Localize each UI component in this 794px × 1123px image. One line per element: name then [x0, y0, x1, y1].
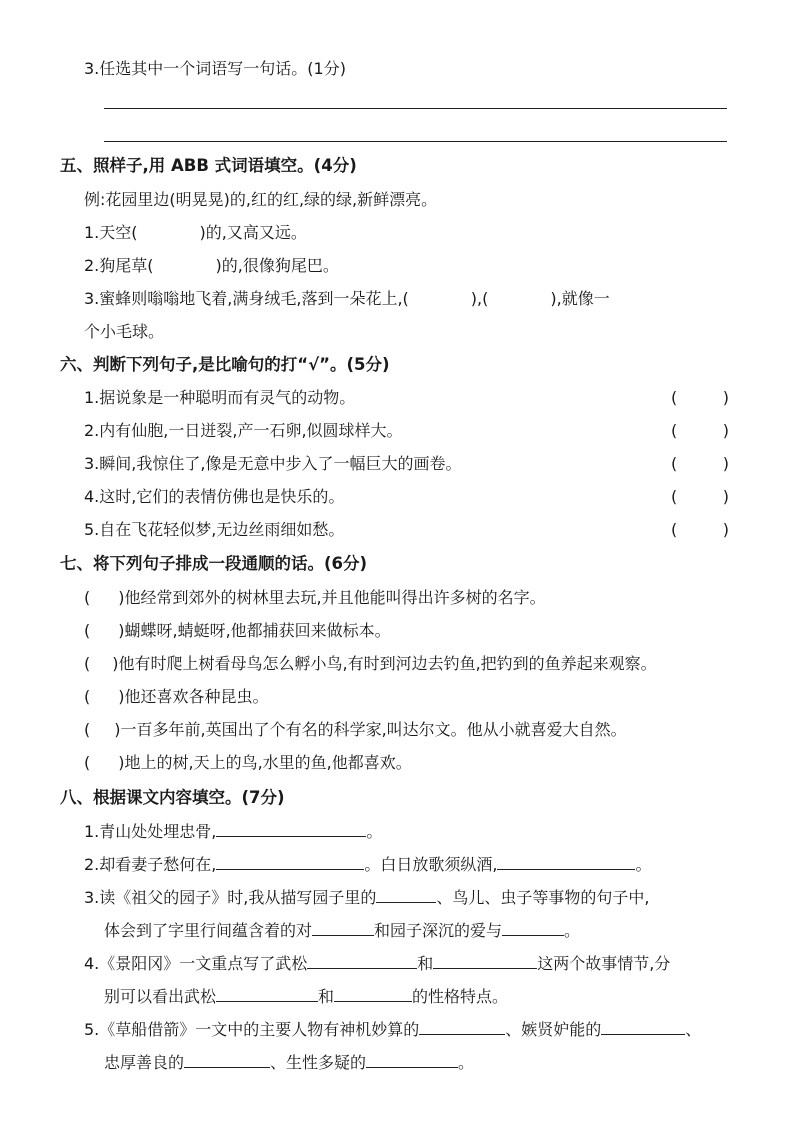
order-item-5: ( )一百多年前,英国出了个有名的科学家,叫达尔文。他从小就喜爱大自然。 [84, 720, 627, 739]
section-6-heading: 六、判断下列句子,是比喻句的打“√”。(5分) [60, 355, 390, 374]
judge-item-5: 5.自在飞花轻似梦,无边丝雨细如愁。 [84, 520, 345, 539]
fill-blank-8-4a[interactable] [307, 952, 417, 969]
judge-answer-1[interactable]: ( ) [671, 388, 729, 407]
judge-item-4: 4.这时,它们的表情仿佛也是快乐的。 [84, 487, 345, 506]
section-5-heading: 五、照样子,用 ABB 式词语填空。(4分) [60, 156, 357, 175]
order-item-3: ( )他有时爬上树看母鸟怎么孵小鸟,有时到河边去钓鱼,把钓到的鱼养起来观察。 [84, 654, 657, 673]
fill-blank-8-4b[interactable] [433, 952, 537, 969]
question-3-prompt: 3.任选其中一个词语写一句话。(1分) [84, 59, 346, 78]
answer-line-2[interactable] [104, 141, 727, 142]
section-5-item-3-cont: 个小毛球。 [84, 322, 165, 341]
order-item-6: ( )地上的树,天上的鸟,水里的鱼,他都喜欢。 [84, 753, 412, 772]
fill-line-2: 2.却看妻子愁何在, 。白日放歌须纵酒, 。 [84, 855, 652, 874]
fill-line-1: 1.青山处处埋忠骨, 。 [84, 822, 383, 841]
answer-line-1[interactable] [104, 108, 727, 109]
judge-answer-4[interactable]: ( ) [671, 487, 729, 506]
section-8-heading: 八、根据课文内容填空。(7分) [60, 788, 285, 807]
fill-blank-8-2b[interactable] [497, 853, 635, 870]
judge-answer-5[interactable]: ( ) [671, 520, 729, 539]
fill-blank-8-2a[interactable] [216, 853, 364, 870]
fill-blank-8-3a[interactable] [376, 886, 436, 903]
order-paren-open[interactable]: ( [84, 588, 91, 607]
fill-line-5: 4.《景阳冈》一文重点写了武松 和 这两个故事情节,分 [84, 954, 671, 973]
judge-answer-2[interactable]: ( ) [671, 421, 729, 440]
fill-blank-8-1[interactable] [216, 820, 366, 837]
fill-line-8: 忠厚善良的 、生性多疑的 。 [104, 1053, 475, 1072]
section-7-heading: 七、将下列句子排成一段通顺的话。(6分) [60, 554, 368, 573]
fill-blank-8-5b[interactable] [601, 1018, 685, 1035]
judge-item-1: 1.据说象是一种聪明而有灵气的动物。 [84, 388, 356, 407]
section-5-item-3: 3.蜜蜂则嗡嗡地飞着,满身绒毛,落到一朵花上,( ),( ),就像一 [84, 289, 610, 308]
section-5-item-2: 2.狗尾草( )的,很像狗尾巴。 [84, 256, 339, 275]
order-item-1: ( )他经常到郊外的树林里去玩,并且他能叫得出许多树的名字。 [84, 588, 546, 607]
fill-blank-8-5d[interactable] [366, 1051, 458, 1068]
fill-line-6: 别可以看出武松 和 的性格特点。 [104, 987, 509, 1006]
order-item-2: ( )蝴蝶呀,蜻蜓呀,他都捕获回来做标本。 [84, 621, 391, 640]
fill-blank-8-5a[interactable] [419, 1018, 505, 1035]
fill-blank-8-4d[interactable] [334, 985, 412, 1002]
fill-blank-8-3c[interactable] [502, 919, 564, 936]
fill-line-7: 5.《草船借箭》一文中的主要人物有神机妙算的 、嫉贤妒能的 、 [84, 1020, 702, 1039]
section-5-item-1: 1.天空( )的,又高又远。 [84, 223, 307, 242]
fill-blank-8-4c[interactable] [216, 985, 318, 1002]
judge-item-2: 2.内有仙胞,一日迸裂,产一石卵,似圆球样大。 [84, 421, 403, 440]
judge-answer-3[interactable]: ( ) [671, 454, 729, 473]
fill-blank-8-5c[interactable] [184, 1051, 270, 1068]
fill-blank-8-3b[interactable] [312, 919, 374, 936]
fill-line-3: 3.读《祖父的园子》时,我从描写园子里的 、鸟儿、虫子等事物的句子中, [84, 888, 650, 907]
judge-item-3: 3.瞬间,我惊住了,像是无意中步入了一幅巨大的画卷。 [84, 454, 462, 473]
fill-line-4: 体会到了字里行间蕴含着的对 和园子深沉的爱与 。 [104, 921, 581, 940]
order-item-4: ( )他还喜欢各种昆虫。 [84, 687, 269, 706]
section-5-example: 例:花园里边(明晃晃)的,红的红,绿的绿,新鲜漂亮。 [84, 190, 438, 209]
